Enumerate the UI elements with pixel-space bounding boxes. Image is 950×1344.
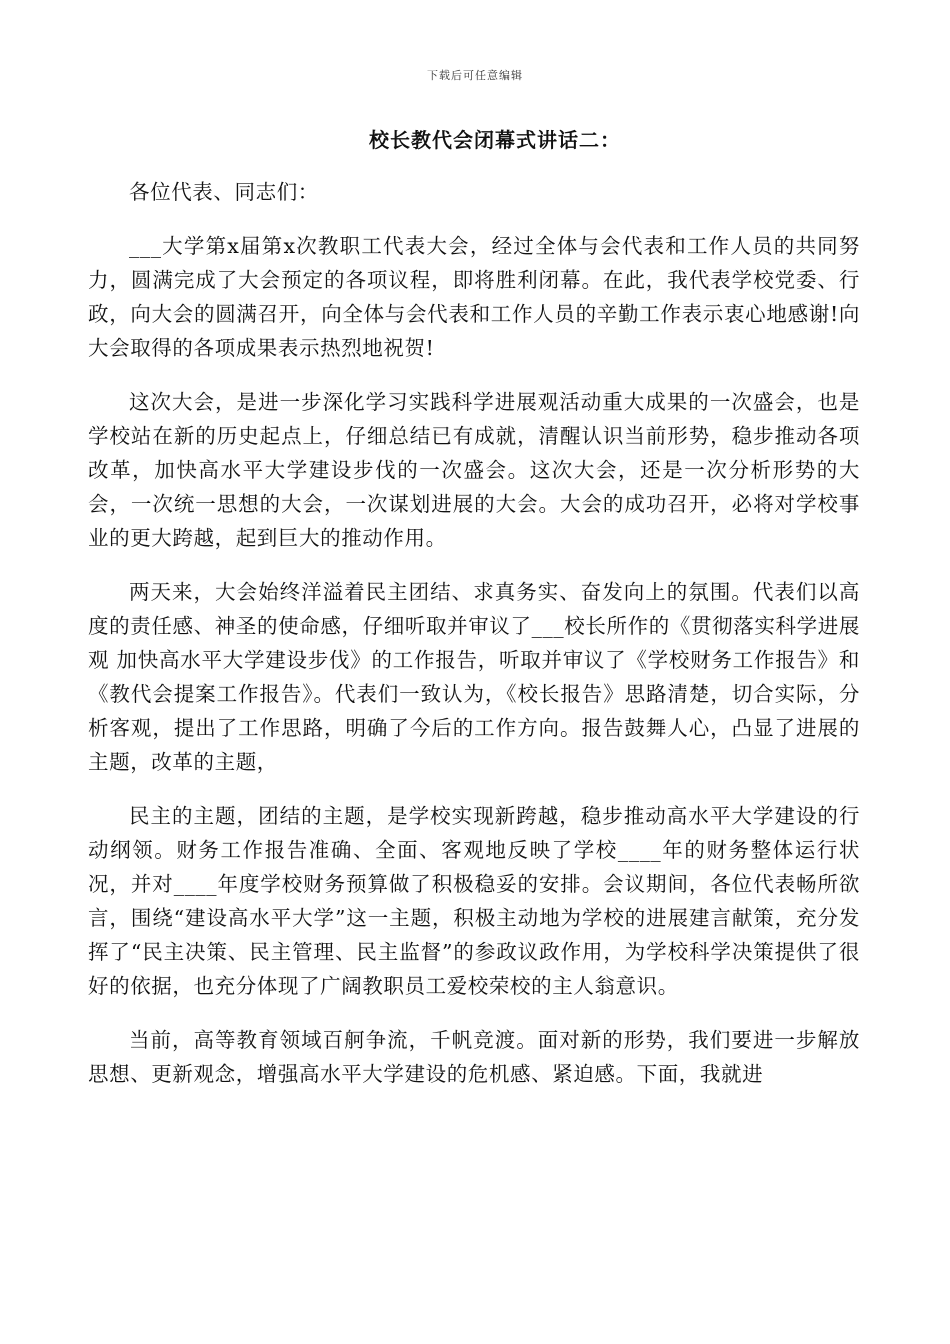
document-title: 校长教代会闭幕式讲话二： [369,128,621,152]
salutation: 各位代表、同志们： [129,180,319,204]
paragraph-2: 这次大会，是进一步深化学习实践科学进展观活动重大成果的一次盛会，也是学校站在新的历史起点上，仔细总结已有成就，清醒认识当前形势，稳步推动各项改革，加快高水平大学建设步伐的一次盛会。这次大会，还是一次分析形势的大会，一次统一思想的大会，一次谋划进展的大会。大会的成功召开，必将对学校事业的更大跨越，起到巨大的推动作用。 [88,390,860,550]
paragraph-3: 两天来，大会始终洋溢着民主团结、求真务实、奋发向上的氛围。代表们以高度的责任感、神圣的使命感，仔细听取并审议了___校长所作的《贯彻落实科学进展观 加快高水平大学建设步伐》的工作报告，听取并审议了《学校财务工作报告》和《教代会提案工作报告》。代表们一致认为，《校长报告》思路清楚，切合实际，分析客观，提出了工作思路，明确了今后的工作方向。报告鼓舞人心，凸显了进展的主题，改革的主题， [88,580,860,774]
paragraph-5: 当前，高等教育领域百舸争流，千帆竞渡。面对新的形势，我们要进一步解放思想、更新观念，增强高水平大学建设的危机感、紧迫感。下面，我就进 [88,1028,860,1086]
paragraph-4: 民主的主题，团结的主题，是学校实现新跨越，稳步推动高水平大学建设的行动纲领。财务工作报告准确、全面、客观地反映了学校____年的财务整体运行状况，并对____年度学校财务预算做了积极稳妥的安排。会议期间，各位代表畅所欲言，围绕“建设高水平大学”这一主题，积极主动地为学校的进展建言献策，充分发挥了“民主决策、民主管理、民主监督”的参政议政作用，为学校科学决策提供了很好的依据，也充分体现了广阔教职员工爱校荣校的主人翁意识。 [88,804,860,998]
header-note: 下载后可任意编辑 [427,69,523,82]
document-body [88,175,860,1111]
paragraph-1: ___大学第x届第x次教职工代表大会，经过全体与会代表和工作人员的共同努力，圆满完成了大会预定的各项议程，即将胜利闭幕。在此，我代表学校党委、行政，向大会的圆满召开，向全体与会代表和工作人员的辛勤工作表示衷心地感谢!向大会取得的各项成果表示热烈地祝贺! [88,234,860,360]
